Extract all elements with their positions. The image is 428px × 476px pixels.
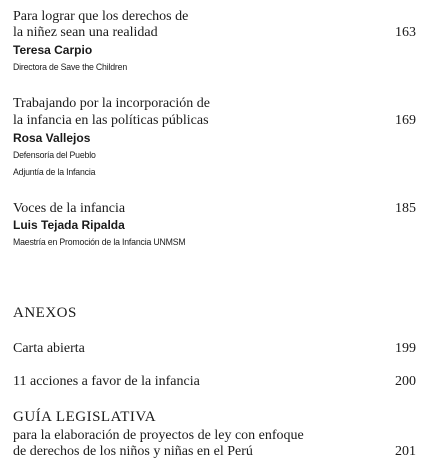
entry-page-number: 169 — [395, 113, 416, 128]
entry-affiliation: Maestría en Promoción de la Infancia UNMSM — [13, 237, 186, 248]
guia-subtitle-line: para la elaboración de proyectos de ley con enfoque — [13, 428, 304, 443]
section-heading: ANEXOS — [13, 305, 77, 321]
entry-page-number: 163 — [395, 25, 416, 40]
entry-author: Teresa Carpio — [13, 43, 93, 57]
entry-affiliation: Directora de Save the Children — [13, 62, 127, 73]
entry-author: Luis Tejada Ripalda — [13, 218, 125, 232]
guia-subtitle-line: de derechos de los niños y niñas en el Perú — [13, 444, 253, 459]
entry-author: Rosa Vallejos — [13, 131, 91, 145]
entry-title-line: Para lograr que los derechos de — [13, 9, 189, 24]
guia-page-number: 201 — [395, 444, 416, 459]
entry-title-line: la infancia en las políticas públicas — [13, 113, 209, 128]
anexo-item-page-number: 200 — [395, 374, 416, 389]
entry-title-line: la niñez sean una realidad — [13, 25, 158, 40]
entry-page-number: 185 — [395, 201, 416, 216]
entry-title-line: Trabajando por la incorporación de — [13, 96, 210, 111]
anexo-item-title: Carta abierta — [13, 341, 85, 356]
section-heading: GUÍA LEGISLATIVA — [13, 409, 157, 425]
entry-affiliation: Defensoría del Pueblo — [13, 150, 96, 161]
entry-title-line: Voces de la infancia — [13, 201, 126, 216]
anexo-item-title: 11 acciones a favor de la infancia — [13, 374, 200, 389]
anexo-item-page-number: 199 — [395, 341, 416, 356]
entry-affiliation: Adjuntía de la Infancia — [13, 167, 96, 178]
